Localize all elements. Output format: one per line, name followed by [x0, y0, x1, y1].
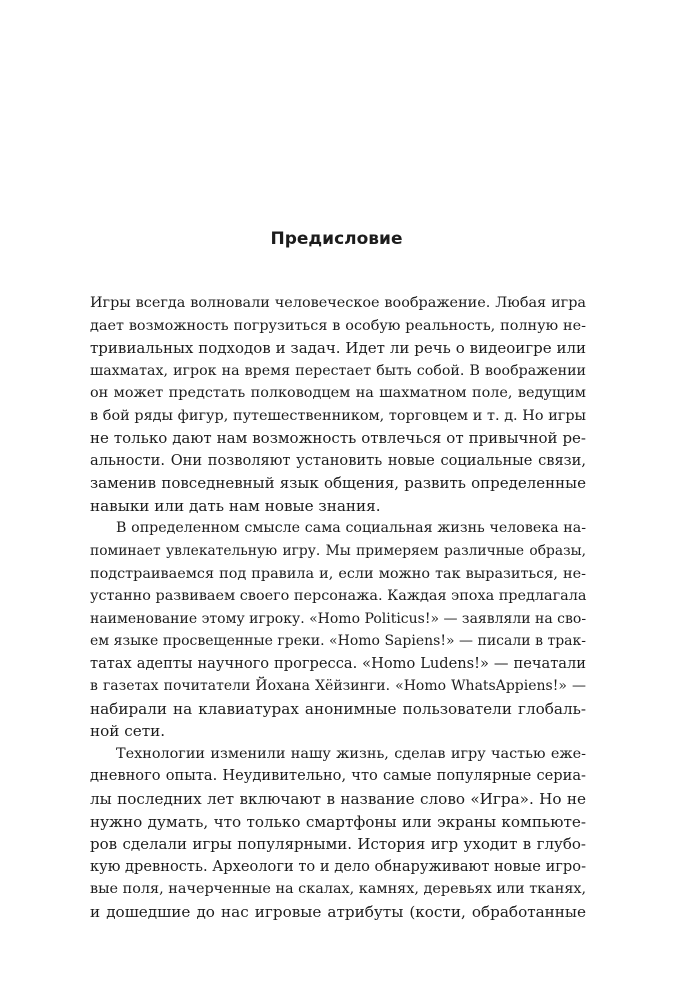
- paragraph: [90, 517, 586, 742]
- text-line: в бой ряды фигур, путешественником, торговцем и т. д. Но игры: [90, 407, 586, 424]
- text-line: поминает увлекательную игру. Мы примеряем различные образы,: [90, 543, 586, 560]
- text-line: устанно развиваем своего персонажа. Каждая эпоха предлагала: [90, 588, 587, 605]
- text-line: ров сделали игры популярными. История игр уходит в глубо-: [90, 835, 586, 854]
- text-line: ной сети.: [90, 722, 166, 741]
- text-line: набирали на клавиатурах анонимные пользователи глобаль-: [90, 699, 586, 718]
- text-line: навыки или дать нам новые знания.: [90, 496, 381, 515]
- text-line: В определенном смысле сама социальная жизнь человека на-: [116, 520, 586, 537]
- text-line: лы последних лет включают в название слово «Игра». Но не: [90, 790, 586, 809]
- page-title: Предисловие: [270, 229, 403, 249]
- text-line: шахматах, игрок на время перестает быть собой. В воображении: [90, 362, 586, 379]
- text-line: он может предстать полководцем на шахматном поле, ведущим: [90, 385, 586, 402]
- body-text: [90, 292, 586, 923]
- text-line: татах адепты научного прогресса. «Homo Ludens!» — печатали: [90, 654, 586, 672]
- text-line: Технологии изменили нашу жизнь, сделав игру частью еже-: [116, 745, 586, 762]
- text-line: ем языке просвещенные греки. «Homo Sapiens!» — писали в трак-: [90, 633, 586, 650]
- text-line: не только дают нам возможность отвлечься от привычной ре-: [90, 429, 586, 448]
- text-line: дневного опыта. Неудивительно, что самые популярные сериа-: [90, 767, 586, 785]
- text-line: подстраиваемся под правила и, если можно так выразиться, не-: [90, 565, 586, 582]
- text-line: дает возможность погрузиться в особую реальность, полную не-: [90, 317, 586, 334]
- text-line: наименование этому игроку. «Homo Politicus!» — заявляли на сво-: [90, 610, 587, 627]
- text-line: в газетах почитатели Йохана Хёйзинги. «Homo WhatsAppiens!» —: [90, 678, 586, 695]
- text-line: Игры всегда волновали человеческое воображение. Любая игра: [90, 295, 586, 311]
- paragraph: [90, 743, 586, 923]
- text-line: альности. Они позволяют установить новые социальные связи,: [90, 451, 586, 469]
- text-line: и дошедшие до нас игровые атрибуты (кости, обработанные: [90, 902, 586, 921]
- text-line: нужно думать, что только смартфоны или экраны компьюте-: [90, 812, 586, 831]
- paragraph: [90, 292, 586, 517]
- text-line: заменив повседневный язык общения, развить определенные: [90, 474, 586, 493]
- text-line: тривиальных подходов и задач. Идет ли речь о видеоигре или: [90, 339, 586, 358]
- text-line: кую древность. Археологи то и дело обнаруживают новые игро-: [90, 857, 586, 875]
- text-line: вые поля, начерченные на скалах, камнях, деревьях или тканях,: [90, 881, 587, 898]
